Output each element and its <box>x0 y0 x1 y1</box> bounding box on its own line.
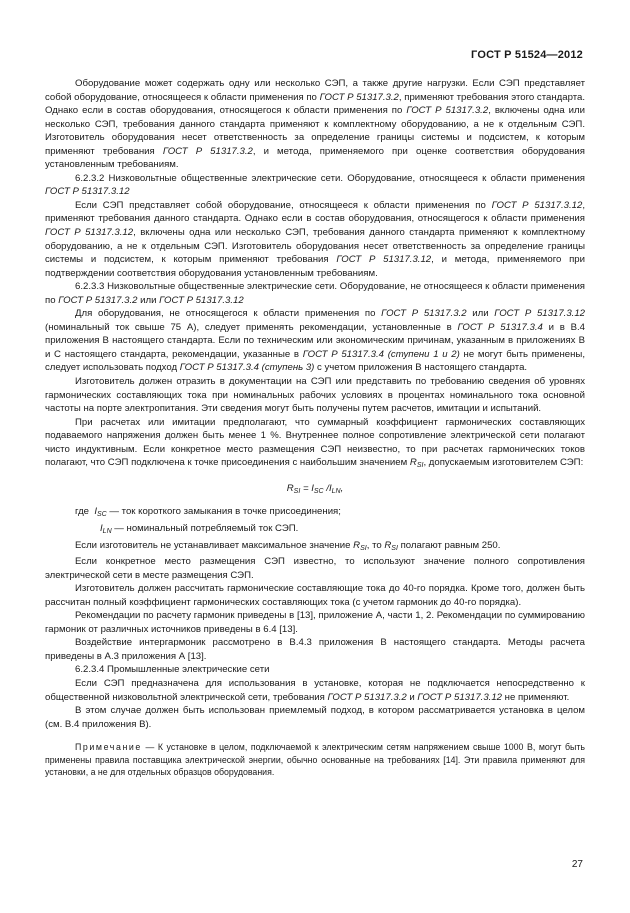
paragraph: Если СЭП предназначена для использования в установке, которая не подключается непосредственно к общественной низковольтной электрической сети, требования ГОСТ Р 51317.3.2 и ГОСТ Р 51317.3.12 не применяют. <box>45 677 585 703</box>
paragraph: При расчетах или имитации предполагают, что суммарный коэффициент гармонических составляющих подаваемого напряжения должен быть менее 1 %. Внутреннее полное сопротивление электрической сети полагают чисто индуктивным. Если конкретное место размещения СЭП неизвестно, то при расчетах гармонических токов полагают, что СЭП подключена к точке присоединения с наибольшим значением $R_{SI}$, допускаемым изготовителем СЭП: <box>45 416 585 470</box>
paragraph: Если конкретное место размещения СЭП известно, то используют значение полного сопротивления электрической сети в месте размещения СЭП. <box>45 556 585 581</box>
paragraph: Оборудование может содержать одну или несколько СЭП, а также другие нагрузки. Если СЭП представляет собой оборудование, относящееся к области применения по ГОСТ Р 51317.3.2, применяют требования этого стандарта. Однако если в состав оборудования, относящегося к области применения по ГОСТ Р 51317.3.2, включены одна или несколько СЭП, требования данного стандарта применяют к комплектному оборудованию, а не к отдельным СЭП. Изготовитель оборудования несет ответственность за определение границы системы и подсистем, к которым применяют требования ГОСТ Р 51317.3.2, и метода, применяемого при оценке соответствия оборудования установленным требованиям. <box>45 78 585 171</box>
paragraph: 6.2.3.2 Низковольтные общественные электрические сети. Оборудование, относящееся к области применения ГОСТ Р 51317.3.12 <box>45 172 585 198</box>
formula: $R_{SI} = I_{SC}$ $/I_{LN}$, <box>286 482 344 495</box>
paragraph: Если изготовитель не устанавливает максимальное значение $R_{SI}$, то $R_{SI}$ полагают равным 250. <box>75 539 501 552</box>
paragraph: 6.2.3.4 Промышленные электрические сети <box>75 664 270 676</box>
paragraph: В этом случае должен быть использован приемлемый подход, в котором рассматривается установка в целом (см. В.4 приложения В). <box>45 705 585 730</box>
note-paragraph: Примечание — К установке в целом, подключаемой к электрическим сетям напряжением свыше 1000 В, могут быть применены правила поставщика электрической энергии, обычно основанные на требованиях [14]. Эти правила применяют для установки, а не для отдельных образцов оборудования. <box>45 742 585 778</box>
paragraph: Рекомендации по расчету гармоник приведены в [13], приложение А, части 1, 2. Рекомендации по суммированию гармоник от различных источников приведены в 6.4 [13]. <box>45 610 585 635</box>
document-body <box>45 77 585 779</box>
page-number: 27 <box>571 859 583 870</box>
paragraph: Если СЭП представляет собой оборудование, относящееся к области применения по ГОСТ Р 51317.3.12, применяют требования данного стандарта. Однако если в состав оборудования, относящегося к области применения ГОСТ Р 51317.3.12, включены одна или несколько СЭП, требования данного стандарта применяют к комплектному оборудованию, а не к отдельным СЭП. Изготовитель оборудования несет ответственность за определение границы системы и подсистем, к которым применяют требования ГОСТ Р 51317.3.12, и метода, применяемого при подтверждении соответствия оборудования установленным требованиям. <box>45 199 586 279</box>
formula-legend: $I_{LN}$ — номинальный потребляемый ток СЭП. <box>100 522 299 535</box>
paragraph: 6.2.3.3 Низковольтные общественные электрические сети. Оборудование, не относящееся к области применения по ГОСТ Р 51317.3.2 или ГОСТ Р 51317.3.12 <box>45 281 585 306</box>
page-header: ГОСТ Р 51524—2012 <box>471 49 583 61</box>
paragraph: Изготовитель должен отразить в документации на СЭП или представить по требованию сведения об уровнях гармонических составляющих тока при номинальных рабочих условиях в процентах номинального тока основной частоты на порте электропитания. Эти сведения могут быть получены путем расчетов, имитации и испытаний. <box>45 376 585 415</box>
formula-legend: где $I_{SC}$ — ток короткого замыкания в точке присоединения; <box>75 506 341 519</box>
paragraph: Изготовитель должен рассчитать гармонические составляющие тока до 40-го порядка. Кроме того, должен быть рассчитан полный коэффициент гармонических составляющих тока (с учетом гармоник до 40-го порядка). <box>45 583 585 608</box>
paragraph: Для оборудования, не относящегося к области применения по ГОСТ Р 51317.3.2 или ГОСТ Р 51317.3.12 (номинальный ток свыше 75 А), следует применять рекомендации, установленные в ГОСТ Р 51317.3.4 и в В.4 приложения В настоящего стандарта. Если по техническим или экономическим причинам, указанным в приложениях В и С настоящего стандарта, рекомендации, указанные в ГОСТ Р 51317.3.4 (ступени 1 и 2) не могут быть применены, следует использовать подход ГОСТ Р 51317.3.4 (ступень 3) с учетом приложения В настоящего стандарта. <box>45 308 585 374</box>
paragraph: Воздействие интергармоник рассмотрено в В.4.3 приложения В настоящего стандарта. Методы расчета приведены в А.3 приложения А [13]. <box>45 637 585 662</box>
